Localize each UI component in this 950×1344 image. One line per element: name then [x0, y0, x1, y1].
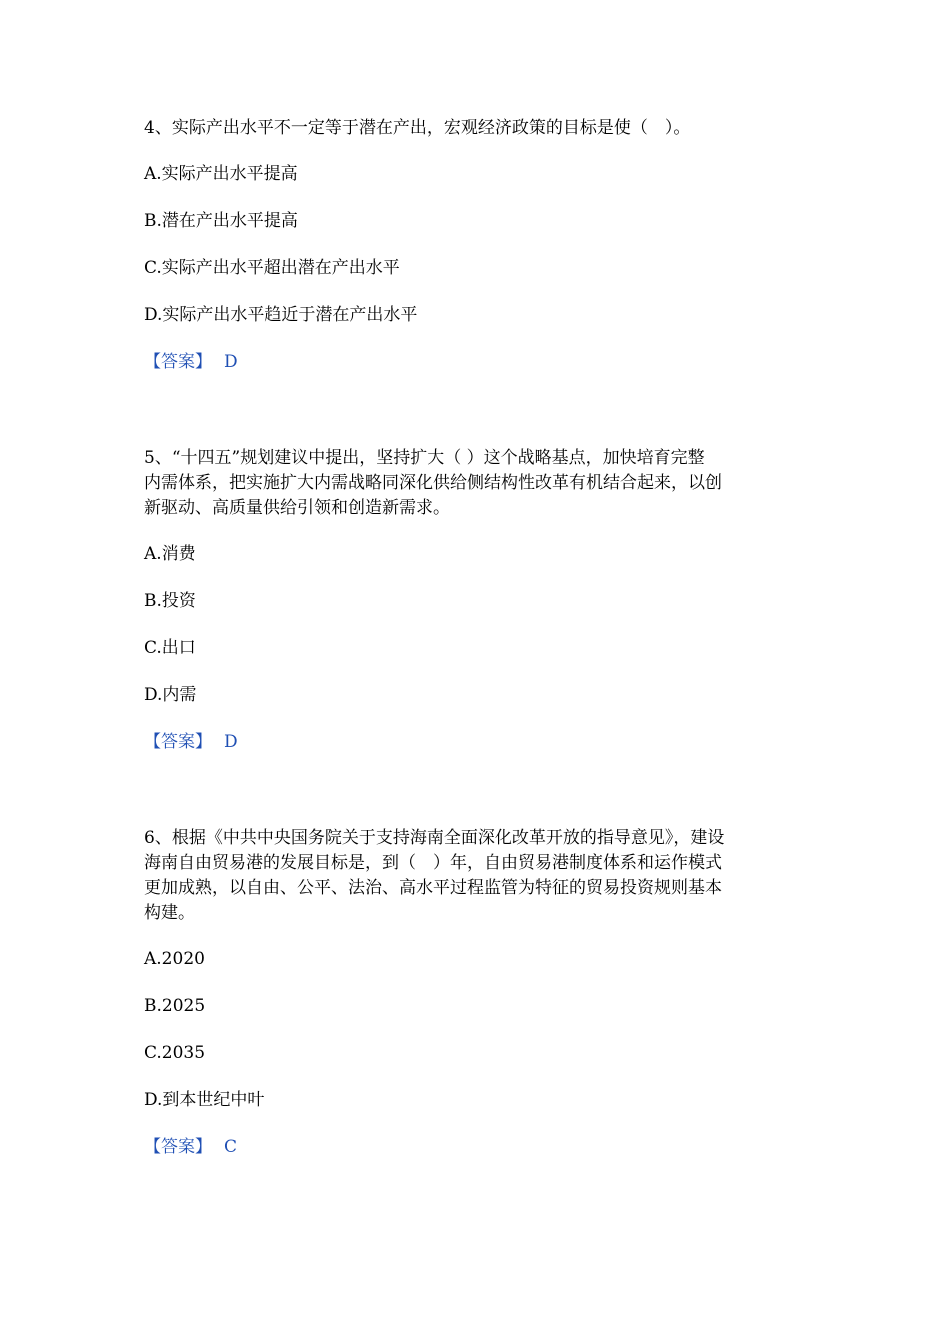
question-6-stem-line-4: 构建。 [144, 903, 195, 923]
question-5-option-a: A.消费 [144, 544, 196, 564]
question-6-option-a: A.2020 [144, 949, 205, 969]
question-4-option-b: B.潜在产出水平提高 [144, 211, 298, 231]
question-6-option-b: B.2025 [144, 996, 206, 1016]
question-6-stem-line-3: 更加成熟，以自由、公平、法治、高水平过程监管为特征的贸易投资规则基本 [144, 878, 722, 898]
question-4-option-c: C.实际产出水平超出潜在产出水平 [144, 258, 400, 278]
answer-label: 【答案】 [144, 352, 212, 372]
question-6-option-c: C.2035 [144, 1043, 206, 1063]
question-5-stem-line-3: 新驱动、高质量供给引领和创造新需求。 [144, 498, 450, 518]
answer-label: 【答案】 [144, 732, 212, 752]
question-4-answer [144, 350, 238, 374]
question-4-option-d: D.实际产出水平趋近于潜在产出水平 [144, 305, 418, 325]
answer-value: C [224, 1137, 238, 1157]
question-4-option-a: A.实际产出水平提高 [144, 164, 298, 184]
question-5-stem-line-1: 5、“十四五”规划建议中提出，坚持扩大（ ）这个战略基点，加快培育完整 [144, 448, 705, 468]
answer-value: D [224, 352, 238, 372]
question-6-option-d: D.到本世纪中叶 [144, 1090, 265, 1110]
question-5-option-c: C.出口 [144, 638, 196, 658]
answer-label: 【答案】 [144, 1137, 212, 1157]
question-6-stem-line-1: 6、根据《中共中央国务院关于支持海南全面深化改革开放的指导意见》，建设 [144, 828, 725, 848]
question-5-option-b: B.投资 [144, 591, 196, 611]
question-4-stem-line-1: 4、实际产出水平不一定等于潜在产出，宏观经济政策的目标是使（ ）。 [144, 118, 691, 138]
question-6-stem-line-2: 海南自由贸易港的发展目标是，到（ ）年，自由贸易港制度体系和运作模式 [144, 853, 722, 873]
question-5-stem-line-2: 内需体系，把实施扩大内需战略同深化供给侧结构性改革有机结合起来，以创 [144, 473, 722, 493]
question-5-answer [144, 730, 238, 754]
question-5-option-d: D.内需 [144, 685, 197, 705]
answer-value: D [224, 732, 238, 752]
question-6-answer [144, 1135, 237, 1159]
